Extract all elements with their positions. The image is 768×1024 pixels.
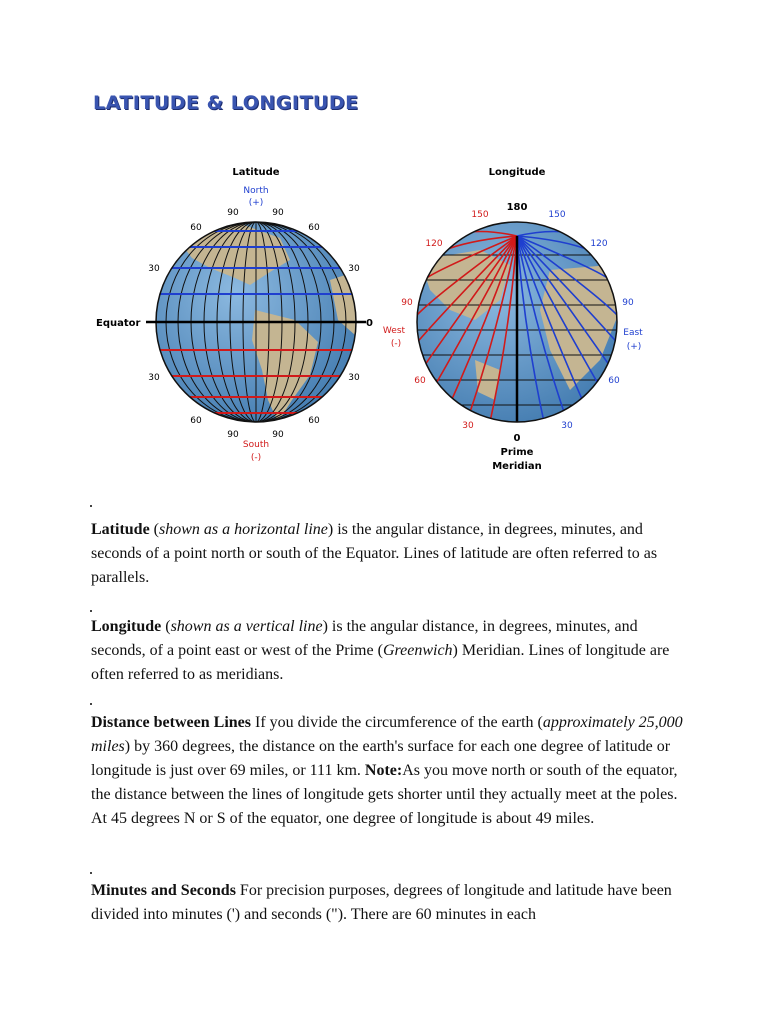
equator-label: Equator — [96, 318, 141, 329]
south-sign: (-) — [250, 453, 262, 463]
prime-meridian-zero-label: 0 — [513, 433, 521, 444]
lat-label-90-nw: 90 — [227, 208, 239, 218]
latitude-term: Latitude — [91, 521, 150, 538]
lat-label-60-ne: 60 — [308, 223, 320, 233]
lat-label-30-se: 30 — [348, 373, 360, 383]
text-run: ) is the angular distance, in degrees, minutes, and seconds, of a point east or west of the Prime ( — [91, 618, 638, 659]
lon-label-120-w: 120 — [425, 239, 443, 249]
lon-label-60-w: 60 — [414, 376, 426, 386]
prime-label: Prime — [500, 447, 534, 458]
distance-paragraph — [91, 711, 691, 831]
note-term: Note: — [364, 762, 403, 779]
distance-term: Distance between Lines — [91, 714, 251, 731]
text-run: ) by 360 degrees, the distance on the earth's surface for each one degree of latitude or longitude is just over 69 miles, or 111 km. — [91, 738, 671, 779]
lon-label-60-e: 60 — [608, 376, 620, 386]
east-label: East — [623, 328, 643, 338]
page-title: LATITUDE & LONGITUDE — [93, 92, 359, 114]
lon-label-150-w: 150 — [471, 210, 489, 220]
lon-label-150-e: 150 — [548, 210, 566, 220]
north-sign: (+) — [248, 198, 264, 208]
latitude-paragraph — [91, 518, 691, 590]
lon-label-180: 180 — [506, 202, 528, 213]
latitude-title: Latitude — [232, 167, 280, 178]
minutes-paragraph — [91, 879, 691, 927]
text-run: If you divide the circumference of the earth ( — [250, 714, 543, 731]
lat-label-30-nw: 30 — [148, 264, 160, 274]
longitude-title: Longitude — [488, 167, 546, 178]
emphasis: approximately 25,000 miles — [91, 714, 683, 755]
bullet-dot — [90, 703, 92, 705]
text-run: ( — [149, 521, 159, 538]
east-sign: (+) — [626, 342, 642, 352]
lon-label-90-e: 90 — [622, 298, 634, 308]
west-sign: (-) — [390, 339, 402, 349]
lat-label-90-sw: 90 — [227, 430, 239, 440]
meridian-label: Meridian — [492, 461, 542, 472]
text-run: ) is the angular distance, in degrees, minutes, and seconds of a point north or south of the Equator. Lines of latitude are often referred to as parallels. — [91, 521, 658, 586]
lon-label-30-e: 30 — [561, 421, 573, 431]
emphasis: shown as a horizontal line — [159, 521, 328, 538]
bullet-dot — [90, 505, 92, 507]
text-run: ( — [161, 618, 171, 635]
emphasis: shown as a vertical line — [170, 618, 323, 635]
bullet-dot — [90, 872, 92, 874]
lat-label-30-ne: 30 — [348, 264, 360, 274]
equator-zero-label: 0 — [366, 318, 373, 329]
longitude-globe — [410, 222, 625, 422]
emphasis: Greenwich — [382, 642, 453, 659]
lon-label-90-w: 90 — [401, 298, 413, 308]
west-label: West — [382, 326, 406, 336]
latitude-globe — [146, 220, 370, 424]
bullet-dot — [90, 610, 92, 612]
lat-label-60-se: 60 — [308, 416, 320, 426]
south-label: South — [242, 440, 270, 450]
lat-label-60-nw: 60 — [190, 223, 202, 233]
lat-label-90-se: 90 — [272, 430, 284, 440]
north-label: North — [243, 186, 269, 196]
minutes-term: Minutes and Seconds — [91, 882, 236, 899]
longitude-term: Longitude — [91, 618, 162, 635]
lon-label-120-e: 120 — [590, 239, 608, 249]
lat-label-90-ne: 90 — [272, 208, 284, 218]
text-run: For precision purposes, degrees of longitude and latitude have been divided into minutes (') and seconds ("). There are 60 minutes in each — [91, 882, 672, 923]
longitude-paragraph — [91, 615, 691, 687]
latitude-longitude-figure — [80, 160, 700, 480]
text-run: As you move north or south of the equator, the distance between the lines of longitude gets shorter until they actually meet at the poles. At 45 degrees N or S of the equator, one degree of longitude is about 49 miles. — [91, 762, 678, 827]
lon-label-30-w: 30 — [462, 421, 474, 431]
text-run: ) Meridian. Lines of longitude are often referred to as meridians. — [91, 642, 670, 683]
lat-label-60-sw: 60 — [190, 416, 202, 426]
lat-label-30-sw: 30 — [148, 373, 160, 383]
